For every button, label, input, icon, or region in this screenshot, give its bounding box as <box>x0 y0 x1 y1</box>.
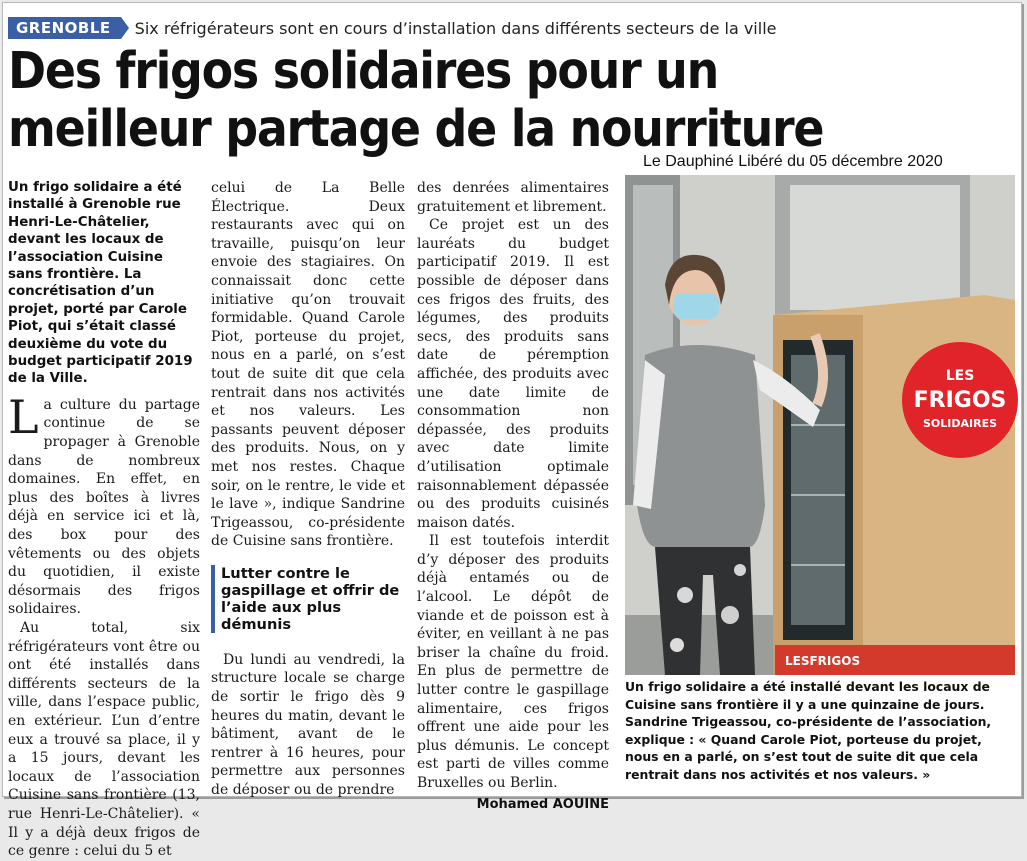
article-photo <box>625 175 1015 675</box>
leggings-flower-2 <box>721 606 739 624</box>
paragraph-1: a culture du partage continue de se propager à Grenoble dans de nombreux domaines. En effet, en plus des boîtes à livres déjà en service ici et là, des box pour des vêtements ou des objets du quotidien, il existe désormais des frigos solidaires. <box>8 396 200 618</box>
drop-cap: L <box>8 389 39 444</box>
fridge-logo-line-1: LES <box>945 368 975 384</box>
section-tag: GRENOBLE <box>8 17 121 39</box>
paragraph-3-part-a: Du lundi au vendredi, la structure locale se charge de sortir le frigo dès 9 heures du matin, devant le bâtiment, avant de le rentrer à 16 heures, pour permettre aux personnes de déposer ou de prendre <box>211 651 405 799</box>
paragraph-3-continued <box>417 179 609 216</box>
subheading: Lutter contre le gaspillage et offrir de l’aide aux plus démunis <box>211 565 405 633</box>
article-column-3 <box>417 179 609 814</box>
paragraph-2-part-a: Au total, six réfrigérateurs vont être ou ont été installés dans différents secteurs de la ville, dans l’espace public, en extérieur. L’un d’entre eux a trouvé sa place, il y a 15 jours, devant les locaux de l’association Cuisine sans frontière (13, rue Henri-Le-Châtelier). « Il y a déjà deux frigos de ce genre : celui du 5 et <box>8 620 200 860</box>
paragraph-3-part-b: des denrées alimentaires gratuitement et librement. <box>417 180 609 215</box>
newspaper-clipping <box>2 2 1022 860</box>
byline: Mohamed AOUINE <box>476 796 609 812</box>
headline: Des frigos solidaires pour un meilleur partage de la nourriture <box>8 42 824 159</box>
photo-caption: Un frigo solidaire a été installé devant les locaux de Cuisine sans frontière il y a une quinzaine de jours. Sandrine Trigeassou, co-présidente de l’association, explique : « Quand Carole Piot, porteuse du projet, nous en a parlé, on s’est tout de suite dit que cela rentrait dans nos activités et nos valeurs. » <box>625 679 992 782</box>
fridge-logo-line-2: FRIGOS <box>913 388 1007 413</box>
paragraph-2-part-b: celui de La Belle Électrique. Deux restaurants avec qui on travaille, puisqu’on leur envoie des stagiaires. On connaissait donc cette initiative qu’on trouvait formidable. Quand Carole Piot, porteuse du projet, nous en a parlé, on s’est tout de suite dit que cela rentrait dans nos activités et nos valeurs. Les passants peuvent déposer des produits. Nous, on y met nos restes. Chaque soir, on le rentre, le vide et le lave », indique Sandrine Trigeassou, co-présidente de Cuisine sans frontière. <box>211 180 405 550</box>
article-chapo: Un frigo solidaire a été installé à Grenoble rue Henri-Le-Châtelier, devant les locaux de l’association Cuisine sans frontière. La concrétisation d’un projet, porté par Carole Piot, qui s’était classé deuxième du vote du budget participatif 2019 de la Ville. <box>8 180 193 387</box>
window-pane-back <box>790 185 960 310</box>
face-mask <box>673 293 719 319</box>
source-credit: Le Dauphiné Libéré du 05 décembre 2020 <box>643 153 943 170</box>
paragraph-2-start <box>8 619 200 861</box>
photo-illustration <box>625 175 1015 675</box>
lede-paragraph <box>8 389 200 619</box>
article-column-1 <box>8 179 200 861</box>
leggings-flower-3 <box>670 638 684 652</box>
paragraph-2-continued <box>211 179 405 551</box>
fridge-base-text: LESFRIGOS <box>785 654 861 668</box>
article-column-2 <box>211 179 405 800</box>
paragraph-3-start <box>211 651 405 800</box>
paragraph-5: Il est toutefois interdit d’y déposer des produits déjà entamés ou de l’alcool. Le dépôt de viande et de poisson est à éviter, en veillant à ne pas briser la chaîne du froid. En plus de permettre de lutter contre le gaspillage alimentaire, ces frigos offrent une aide pour les plus démunis. Le concept est parti de villes comme Bruxelles ou Berlin. <box>417 533 609 791</box>
kicker-row <box>8 17 776 39</box>
kicker-line: Six réfrigérateurs sont en cours d’installation dans différents secteurs de la ville <box>134 18 777 38</box>
paragraph-4: Ce projet est un des lauréats du budget participatif 2019. Il est possible de déposer dans ces frigos des fruits, des légumes, des produits secs, des produits sans date de péremption affichée, des produits avec une date limite de consommation non dépassée, des produits avec date limite d’utilisation optimale raisonnablement dépassée ou des produits cuisinés maison datés. <box>417 217 609 531</box>
leggings-flower-1 <box>677 587 693 603</box>
fridge-logo-line-3: SOLIDAIRES <box>922 417 998 430</box>
leggings-flower-4 <box>734 564 746 576</box>
